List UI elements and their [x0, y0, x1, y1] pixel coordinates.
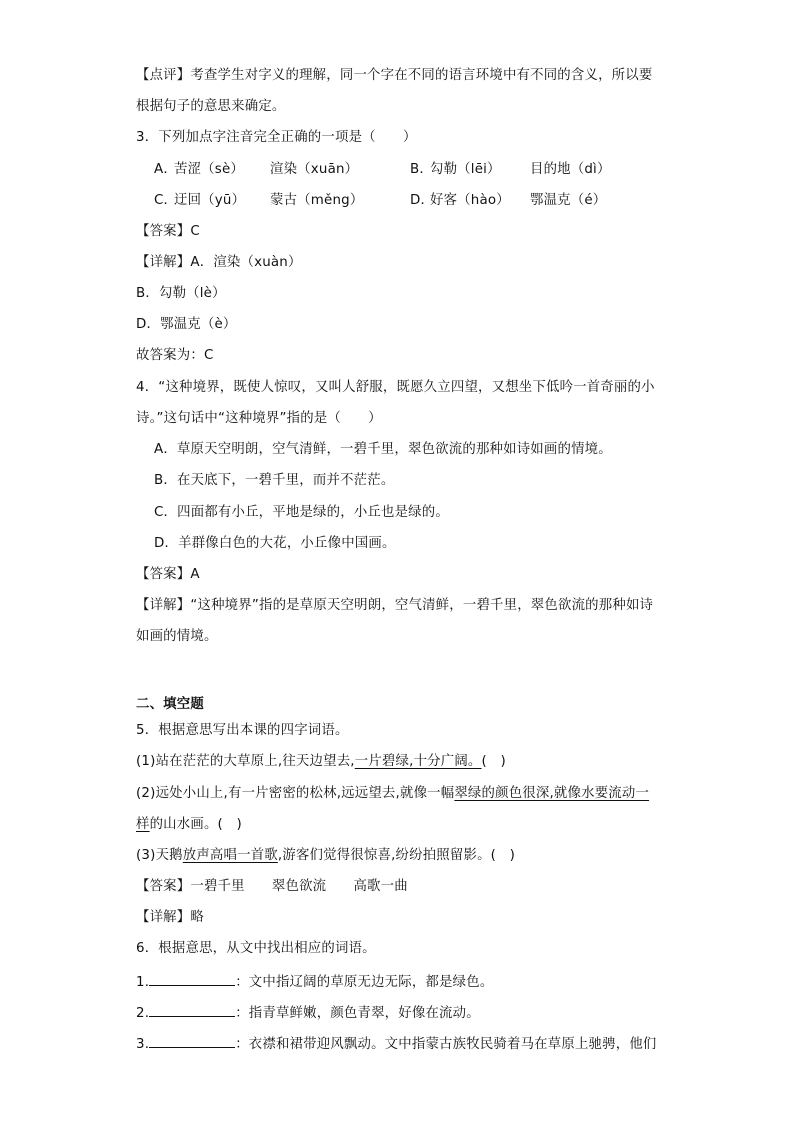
- q6-question: 6．根据意思，从文中找出相应的词语。: [136, 941, 376, 956]
- q6-item-3: [136, 1033, 657, 1055]
- q4-detail-line-1: 【详解】“这种境界”指的是草原天空明朗，空气清鲜，一碧千里，翠色欲流的那种如诗: [136, 598, 654, 613]
- q3-option-c-letter: C．: [154, 193, 178, 208]
- q4-option-b: B．在天底下，一碧千里，而并不茫茫。: [154, 473, 395, 488]
- q5-item-3: [136, 846, 515, 866]
- q5-item-1-underlined: 一片碧绿,十分广阔。: [354, 754, 482, 769]
- q3-question: 3．下列加点字注音完全正确的一项是（ ）: [136, 130, 417, 145]
- comment-line-1: 【点评】考查学生对字义的理解，同一个字在不同的语言环境中有不同的含义，所以要: [136, 68, 653, 83]
- q4-option-c: C．四面都有小丘，平地是绿的，小丘也是绿的。: [154, 505, 449, 520]
- q3-options-row-1: [154, 160, 611, 180]
- q4-question-line-2: 诗。”这句话中“这种境界”指的是（ ）: [136, 411, 382, 426]
- q3-option-c-word-1: 迂回（yū）: [174, 193, 246, 208]
- section-title-fill-in: 二、填空题: [136, 697, 204, 712]
- q6-item-1-text: ：文中指辽阔的草原无边无际，都是绿色。: [235, 975, 494, 990]
- q6-item-2-blank[interactable]: [149, 1002, 235, 1017]
- q3-options-row-2: [154, 191, 606, 211]
- q4-answer: 【答案】A: [136, 567, 200, 582]
- q5-item-3-underlined: 放声高唱一首歌: [182, 848, 278, 863]
- q6-item-2-num: 2.: [136, 1006, 150, 1021]
- q3-option-d-letter: D．: [410, 193, 435, 208]
- q5-question: 5．根据意思写出本课的四字词语。: [136, 723, 349, 738]
- q6-item-1-num: 1.: [136, 975, 150, 990]
- q5-item-1-text: (1)站在茫茫的大草原上,往天边望去,: [136, 754, 355, 769]
- q4-option-a: A．草原天空明朗，空气清鲜，一碧千里，翠色欲流的那种如诗如画的情境。: [154, 442, 612, 457]
- q3-detail-2: B．勾勒（lè）: [136, 286, 226, 301]
- q5-item-2: [136, 784, 649, 804]
- q6-item-2-text: ：指青草鲜嫩，颜色青翠，好像在流动。: [235, 1006, 480, 1021]
- q3-option-b-letter: B．: [410, 162, 433, 177]
- q3-option-d-word-2: 鄂温克（é）: [530, 193, 607, 208]
- q3-option-d-word-1: 好客（hào）: [430, 193, 510, 208]
- q5-item-3-rest: ,游客们觉得很惊喜,纷纷拍照留影。( ): [277, 848, 516, 863]
- q6-item-1-blank[interactable]: [149, 971, 235, 986]
- q4-question-line-1: 4．“这种境界，既使人惊叹，又叫人舒服，既愿久立四望，又想坐下低吟一首奇丽的小: [136, 380, 655, 395]
- q4-option-d: D．羊群像白色的大花，小丘像中国画。: [154, 536, 396, 551]
- q3-option-a-letter: A．: [154, 162, 177, 177]
- q6-item-2: [136, 1002, 480, 1024]
- comment-line-2: 根据句子的意思来确定。: [136, 99, 286, 114]
- q6-item-3-num: 3.: [136, 1037, 150, 1052]
- q3-option-b-word-1: 勾勒（lēi）: [430, 162, 501, 177]
- q6-item-3-text: ：衣襟和裙带迎风飘动。文中指蒙古族牧民骑着马在草原上驰骋，他们: [235, 1037, 657, 1052]
- q3-answer: 【答案】C: [136, 224, 200, 239]
- q3-option-a-word-1: 苦涩（sè）: [174, 162, 244, 177]
- q3-option-c-word-2: 蒙古（měng）: [270, 193, 364, 208]
- q6-item-1: [136, 971, 493, 993]
- q5-item-3-text: (3)天鹅: [136, 848, 183, 863]
- q5-answer: 【答案】一碧千里 翠色欲流 高歌一曲: [136, 879, 408, 894]
- q5-item-1-paren: ( ): [481, 754, 506, 769]
- q3-detail-1: 【详解】A．渲染（xuàn）: [136, 255, 302, 270]
- q5-item-2-cont-text: 的山水画。( ): [149, 817, 242, 832]
- q3-conclusion: 故答案为：C: [136, 348, 214, 363]
- q3-option-a-word-2: 渲染（xuān）: [270, 162, 359, 177]
- q5-item-2-cont-underlined: 样: [136, 817, 150, 832]
- q5-item-2-underlined: 翠绿的颜色很深,就像水要流动一: [454, 786, 650, 801]
- q5-item-2-text: (2)远处小山上,有一片密密的松林,远远望去,就像一幅: [136, 786, 455, 801]
- q6-item-3-blank[interactable]: [149, 1033, 235, 1048]
- q5-detail: 【详解】略: [136, 910, 204, 925]
- q3-detail-3: D．鄂温克（è）: [136, 317, 237, 332]
- q5-item-2-cont: [136, 815, 242, 835]
- q5-item-1: [136, 752, 506, 772]
- q3-option-b-word-2: 目的地（dì）: [530, 162, 611, 177]
- q4-detail-line-2: 如画的情境。: [136, 629, 218, 644]
